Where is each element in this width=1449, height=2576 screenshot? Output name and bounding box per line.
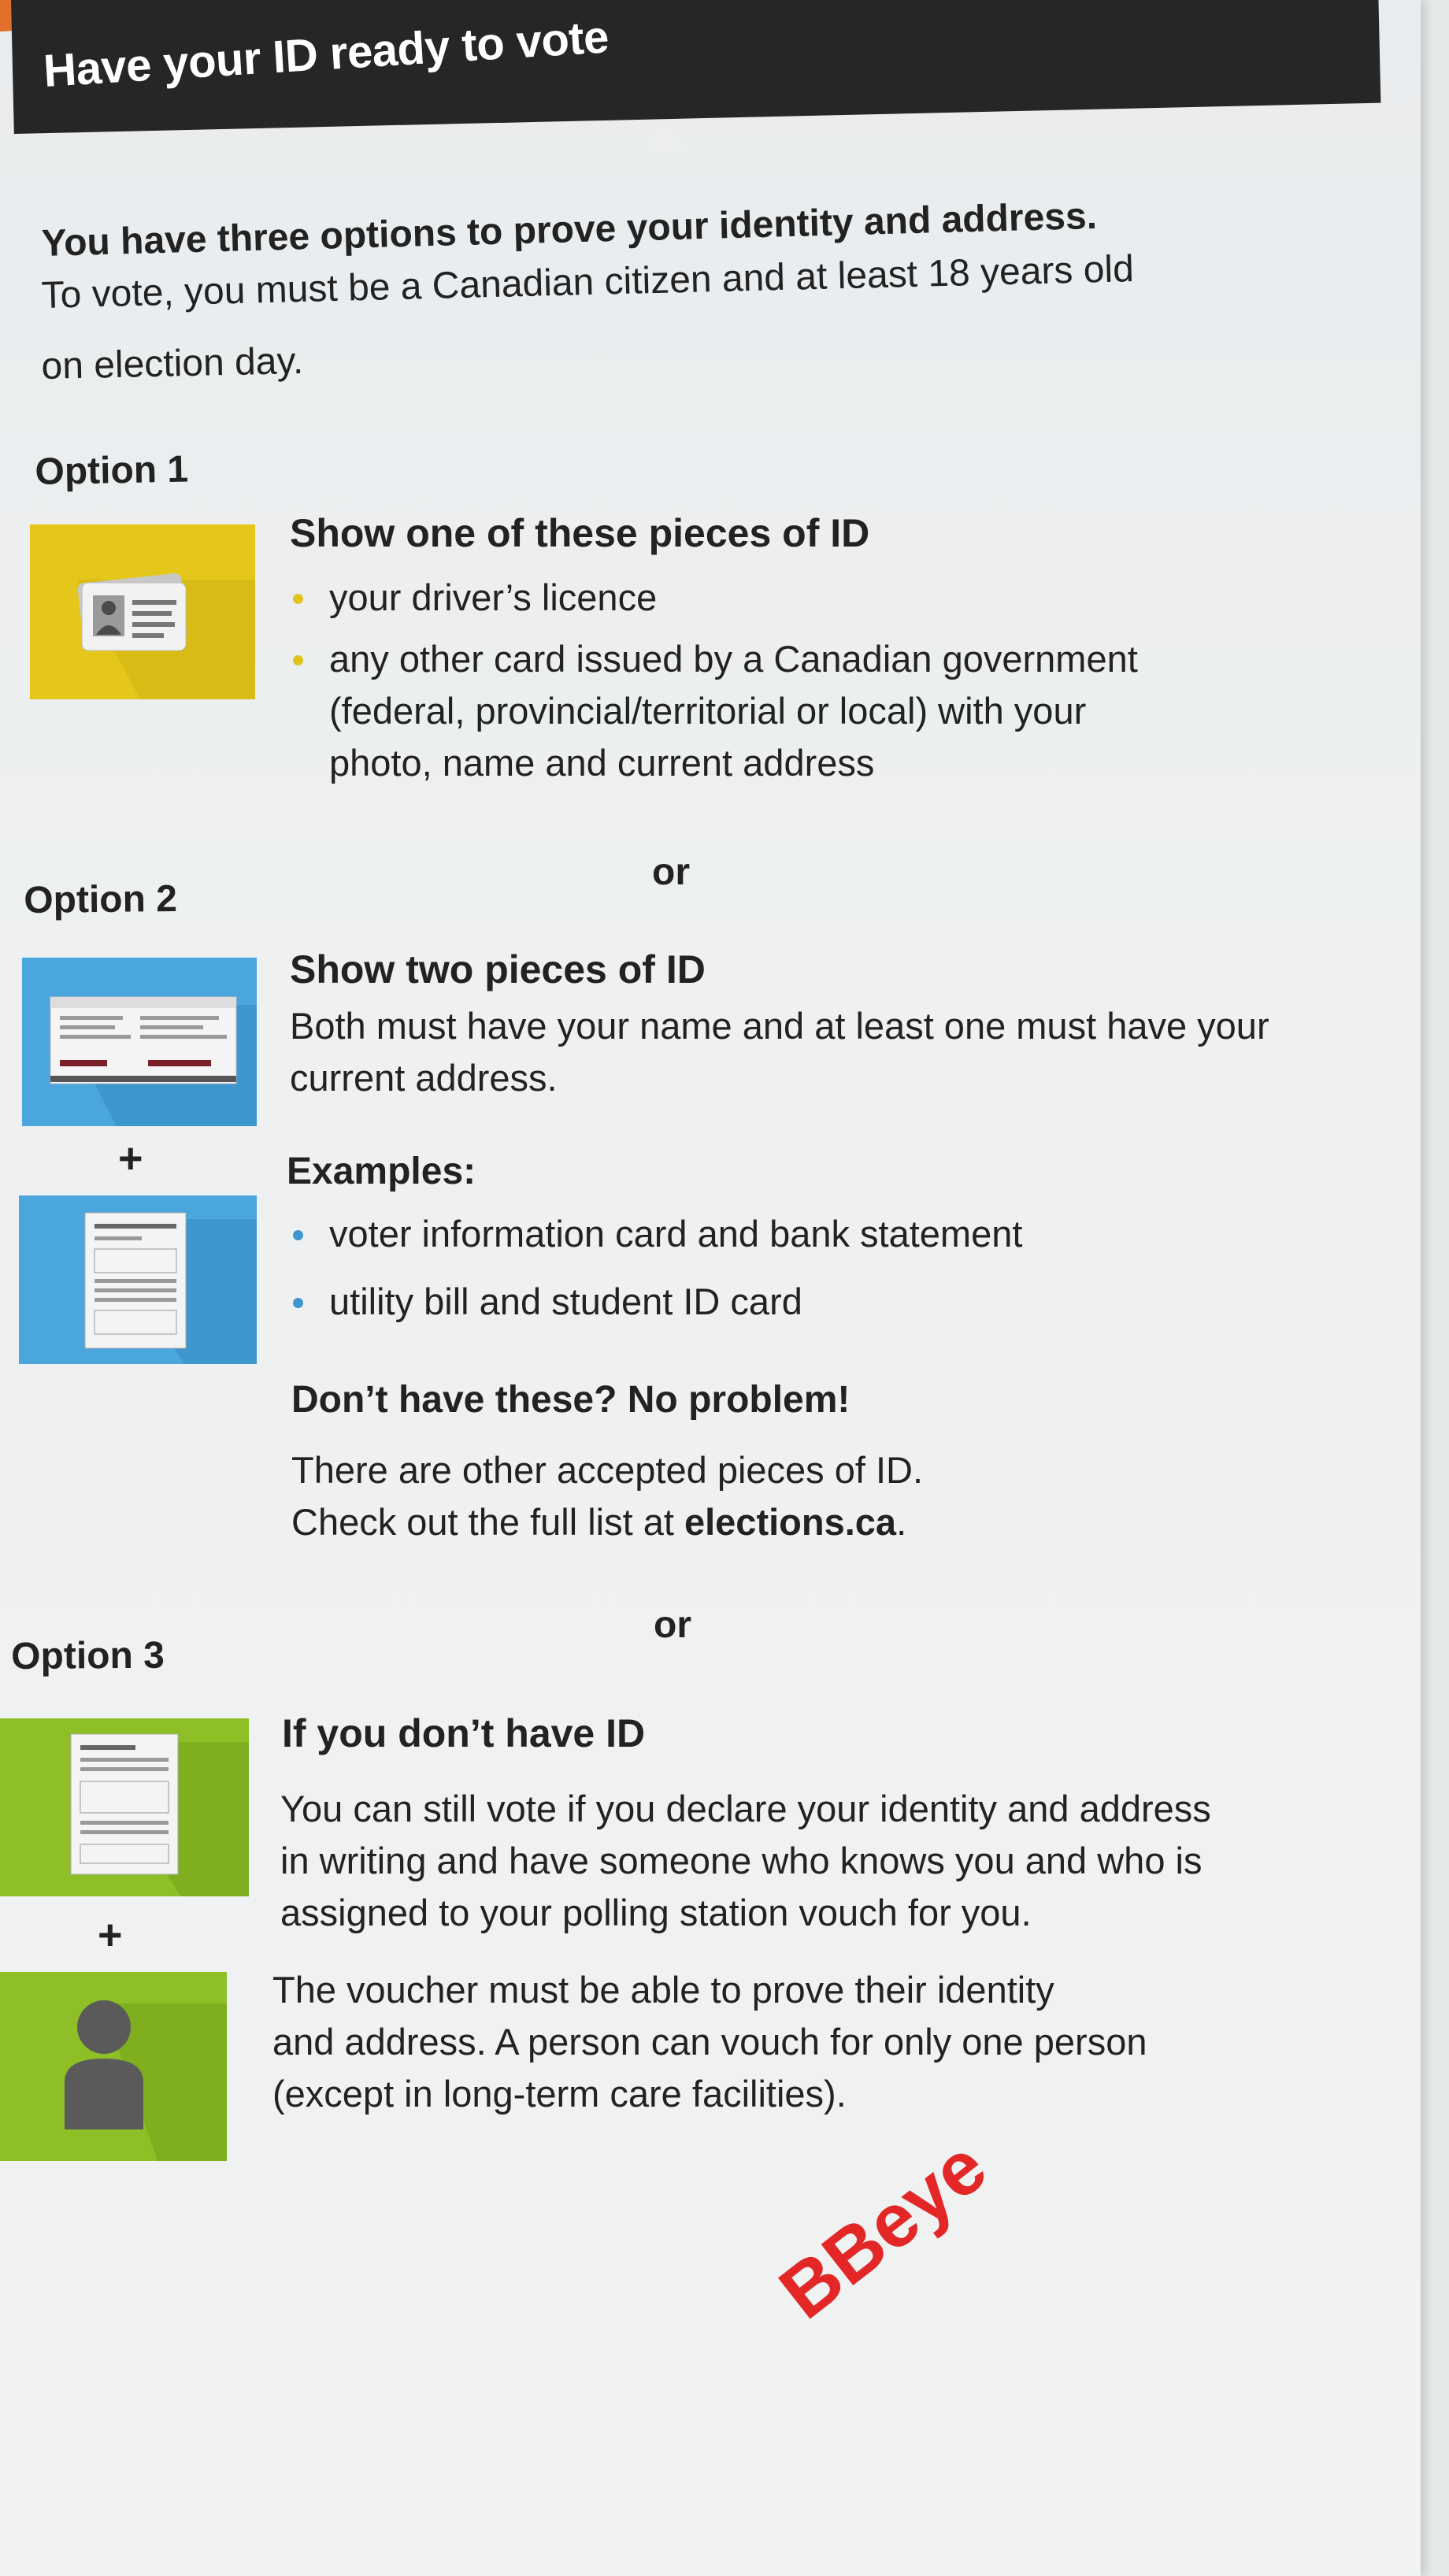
header-notch	[641, 124, 688, 151]
declaration-form-icon	[0, 1718, 249, 1896]
option-3-body-2	[272, 1964, 1147, 2120]
person-icon	[0, 1972, 227, 2161]
documents-icon	[22, 958, 257, 1126]
option-3-label: Option 3	[11, 1634, 165, 1677]
elections-link[interactable]: elections.ca	[684, 1501, 897, 1543]
option-3-heading: If you don’t have ID	[282, 1711, 646, 1755]
text-line: in writing and have someone who knows you and who is	[280, 1840, 1203, 1881]
page-title: Have your ID ready to vote	[42, 11, 610, 97]
intro-statement: You have three options to prove your identity and address.	[41, 195, 1098, 265]
list-item: your driver’s licence	[290, 572, 1138, 624]
text-line: You can still vote if you declare your identity and address	[280, 1788, 1211, 1829]
examples-label: Examples:	[287, 1151, 476, 1192]
intro-line-2: on election day.	[41, 340, 304, 387]
option-2-body-line-1: Both must have your name and at least one must have your	[290, 1005, 1269, 1047]
option-1-heading: Show one of these pieces of ID	[290, 511, 870, 555]
id-card-icon	[30, 524, 255, 699]
no-problem-heading: Don’t have these? No problem!	[291, 1379, 850, 1421]
option-3-body-1	[280, 1783, 1211, 1939]
watermark: BBeye	[764, 2123, 1002, 2336]
option-2-heading: Show two pieces of ID	[290, 947, 706, 991]
form-document-icon	[19, 1195, 257, 1364]
no-problem-suffix: .	[896, 1501, 907, 1543]
option-1-list	[290, 572, 1138, 789]
list-item: voter information card and bank statement	[290, 1208, 1022, 1260]
list-item-continuation: photo, name and current address	[329, 742, 875, 784]
or-separator: or	[652, 851, 690, 893]
or-separator: or	[654, 1604, 691, 1646]
plus-sign: +	[98, 1911, 123, 1959]
no-problem-line-1: There are other accepted pieces of ID.	[291, 1449, 924, 1491]
header-band	[11, 0, 1380, 134]
intro-line-1: To vote, you must be a Canadian citizen and at least 18 years old	[41, 248, 1135, 317]
plus-sign: +	[118, 1135, 143, 1182]
list-item-continuation: (federal, provincial/territorial or local) with your	[329, 690, 1087, 732]
option-2-body-line-2: current address.	[290, 1057, 558, 1099]
option-1-label: Option 1	[35, 448, 189, 493]
no-problem-line-2	[291, 1496, 906, 1548]
text-line: The voucher must be able to prove their identity	[272, 1969, 1054, 2011]
text-line: (except in long-term care facilities).	[272, 2073, 847, 2115]
list-item: utility bill and student ID card	[290, 1276, 1022, 1328]
examples-list	[290, 1208, 1022, 1328]
no-problem-prefix: Check out the full list at	[291, 1501, 684, 1543]
text-line: and address. A person can vouch for only one person	[272, 2021, 1147, 2063]
option-2-label: Option 2	[24, 877, 178, 921]
text-line: assigned to your polling station vouch for you.	[280, 1892, 1032, 1933]
list-item: any other card issued by a Canadian government	[290, 633, 1138, 685]
